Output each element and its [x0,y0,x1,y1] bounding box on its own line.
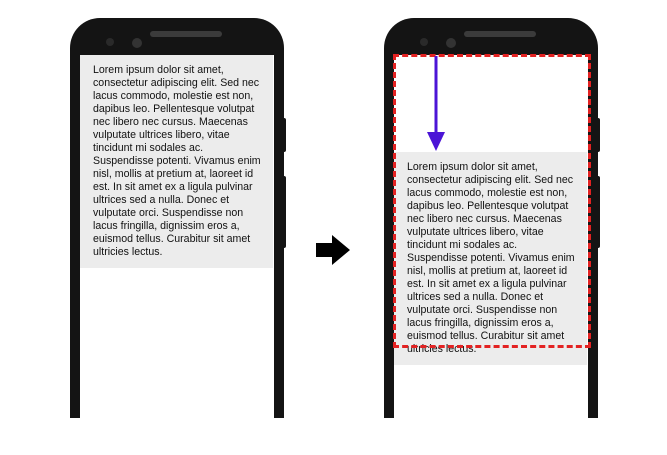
volume-button [596,118,600,152]
text-block-after: Lorem ipsum dolor sit amet, consectetur adipiscing elit. Sed nec lacus commodo, molestie est non, dapibus leo. Pellentesque volutpat nec libero nec cursus. Maecenas vulputate ultrices libero, vitae tincidunt mi sodales ac. Suspendisse potenti. Vivamus enim nisl, mollis at pretium at, laoreet id est. In sit amet ex a ligula pulvinar ultrices sed a nulla. Donec et vulputate orci. Suspendisse non lacus fringilla, dignissim eros a, euismod tellus. Curabitur sit amet ultricies lectus. [394,152,587,365]
volume-button [282,118,286,152]
right-arrow-icon [312,230,352,270]
speaker-grille [464,31,536,37]
power-button [282,176,286,248]
front-camera [132,38,142,48]
phone-before [70,18,284,418]
viewport-highlight [393,54,591,348]
front-camera [446,38,456,48]
sensor-dot [420,38,428,46]
power-button [596,176,600,248]
sensor-dot [106,38,114,46]
screen-before [80,55,274,455]
speaker-grille [150,31,222,37]
text-block-before: Lorem ipsum dolor sit amet, consectetur adipiscing elit. Sed nec lacus commodo, molestie est non, dapibus leo. Pellentesque volutpat nec libero nec cursus. Maecenas vulputate ultrices libero, vitae tincidunt mi sodales ac. Suspendisse potenti. Vivamus enim nisl, mollis at pretium at, laoreet id est. In sit amet ex a ligula pulvinar ultrices sed a nulla. Donec et vulputate orci. Suspendisse non lacus fringilla, dignissim eros a, euismod tellus. Curabitur sit amet ultricies lectus. [80,55,273,268]
